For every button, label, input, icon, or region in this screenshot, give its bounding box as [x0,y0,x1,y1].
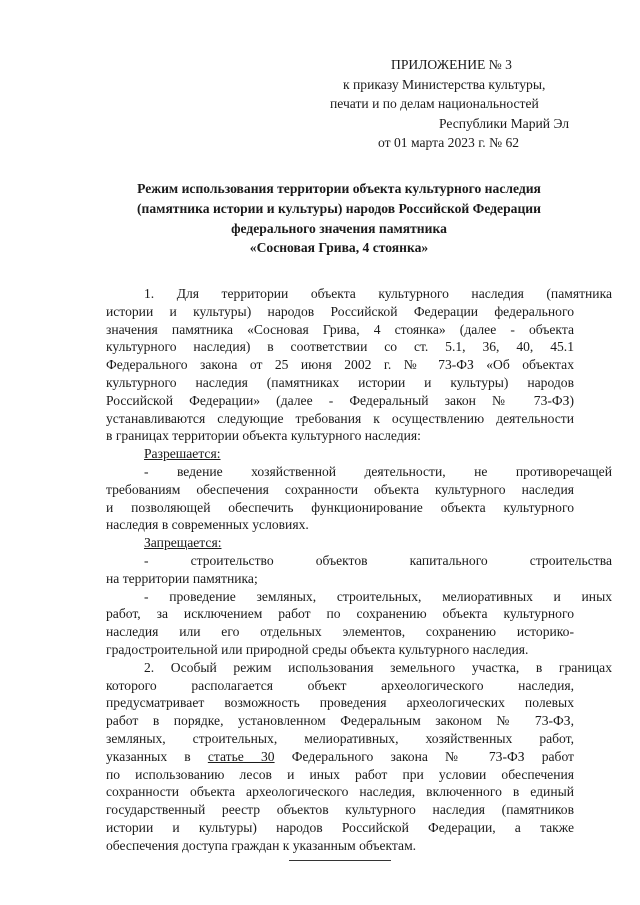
paragraph-2-line-with-link [106,748,574,766]
paragraph-1-line: культурного наследия) в соответствии со ст. 5.1, 36, 40, 45.1 [106,339,574,355]
end-separator-line [289,860,391,861]
forbidden-line: наследия или его отдельных элементов, сохранению историко- [106,624,574,640]
paragraph-2-text: Федерального закона № 73-ФЗ работ [291,748,575,764]
forbidden-line: - проведение земляных, строительных, мелиоративных и иных [144,588,612,604]
paragraph-1-line: Российской Федерации» (далее - Федеральный закон № 73-ФЗ) [106,392,574,408]
paragraph-2-line: которого располагается объект археологического наследия, [106,677,574,693]
paragraph-1-line: 1. Для территории объекта культурного наследия (памятника [144,286,612,301]
paragraph-2-line: работ в порядке, установленном Федеральным законом № 73-ФЗ, [106,713,574,729]
title-line: «Сосновая Грива, 4 стоянка» [249,240,429,256]
forbidden-line: градостроительной или природной среды объекта культурного наследия. [106,641,529,657]
paragraph-1-line: Федерального закона от 25 июня 2002 г. № 73-ФЗ «Об объектах [106,357,574,373]
paragraph-2-line: земляных, строительных, мелиоративных, хозяйственных работ, [106,730,574,746]
allowed-heading-text: Разрешается: [144,446,221,462]
paragraph-2-line: государственный реестр объектов культурного наследия (памятников [106,802,574,818]
paragraph-1-line: культурного наследия (памятниках истории и культуры) народов [106,374,574,390]
document-title [100,179,578,258]
paragraph-2-line: обеспечения доступа граждан к указанным объектам. [106,837,417,853]
article-30-link[interactable]: статье 30 [207,748,275,764]
allowed-line: - ведение хозяйственной деятельности, не противоречащей [144,463,612,479]
appendix-number: ПРИЛОЖЕНИЕ № 3 [391,57,512,72]
paragraph-1-line: значения памятника «Сосновая Грива, 4 стоянка» (далее - объекта [106,321,574,337]
paragraph-1-line: истории и культуры) народов Российской Федерации федерального [106,303,574,319]
paragraph-2-line: сохранности объекта археологического наследия, включенного в единый [106,784,574,800]
allowed-line: и позволяющей обеспечить функционирование объекта культурного [106,499,574,515]
title-line: федерального значения памятника [231,220,447,236]
appendix-header [330,55,600,153]
paragraph-2-line: истории и культуры) народов Российской Федерации, а также [106,819,574,835]
paragraph-1-line: устанавливаются следующие требования к осуществлению деятельности [106,410,574,426]
paragraph-2-text: указанных в [106,748,191,764]
appendix-republic-line: Республики Марий Эл [439,115,570,131]
allowed-heading [106,445,612,463]
appendix-date-line: от 01 марта 2023 г. № 62 [378,135,520,151]
title-line: (памятника истории и культуры) народов Российской Федерации [137,200,541,216]
forbidden-line: работ, за исключением работ по сохранению объекта культурного [106,606,574,622]
title-line: Режим использования территории объекта культурного наследия [137,181,541,196]
forbidden-heading-text: Запрещается: [144,535,222,551]
appendix-order-line: к приказу Министерства культуры, [343,76,546,92]
forbidden-heading [106,534,612,552]
paragraph-2-line: 2. Особый режим использования земельного участка, в границах [144,659,612,675]
paragraph-2-line: предусматривает возможность проведения археологических полевых [106,695,574,711]
paragraph-1-line: в границах территории объекта культурного наследия: [106,428,421,444]
allowed-line: требованиям обеспечения сохранности объекта культурного наследия [106,481,574,497]
paragraph-2-line: по использованию лесов и иных работ при условии обеспечения [106,766,574,782]
appendix-ministry-line: печати и по делам национальностей [330,96,539,112]
forbidden-line: на территории памятника; [106,570,258,586]
allowed-line: наследия в современных условиях. [106,517,309,533]
forbidden-line: - строительство объектов капитального строительства [144,552,612,568]
document-body [106,285,612,855]
